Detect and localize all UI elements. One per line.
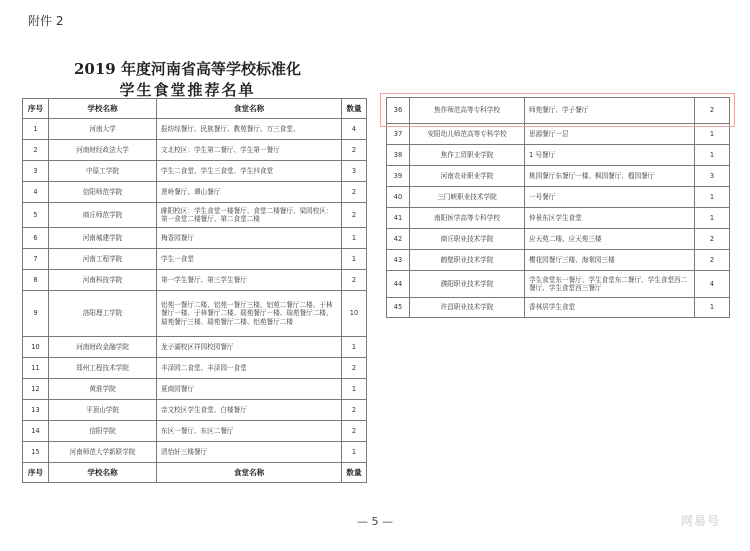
school-name: 平顶山学院: [49, 400, 157, 421]
canteen-name: 应天苑二楼、应天苑三楼: [525, 229, 695, 250]
canteen-name: 学生食堂东一餐厅、学生食堂东二餐厅、学生食堂西二餐厅、学生食堂西三餐厅: [525, 271, 695, 298]
canteen-name: 学生一食堂: [157, 249, 342, 270]
school-name: 郑州工程技术学院: [49, 358, 157, 379]
school-name: 河南城建学院: [49, 228, 157, 249]
canteen-count: 2: [342, 421, 367, 442]
table-footer-row: [23, 463, 367, 483]
school-name: 焦作师范高等专科学校: [410, 98, 525, 124]
canteen-count: 1: [342, 379, 367, 400]
school-name: 中原工学院: [49, 161, 157, 182]
school-name: 河南师范大学新联学院: [49, 442, 157, 463]
left-table-row: [23, 358, 367, 379]
canteen-count: 1: [695, 208, 730, 229]
row-number: 5: [23, 203, 49, 228]
right-table-row: [387, 229, 730, 250]
row-number: 44: [387, 271, 410, 298]
canteen-count: 1: [695, 187, 730, 208]
left-table-row: [23, 140, 367, 161]
row-number: 38: [387, 145, 410, 166]
left-table-row: [23, 400, 367, 421]
canteen-count: 1: [342, 228, 367, 249]
school-name: 黄淮学院: [49, 379, 157, 400]
right-table-row: [387, 271, 730, 298]
school-name: 三门峡职业技术学院: [410, 187, 525, 208]
row-number: 45: [387, 298, 410, 318]
row-number: 40: [387, 187, 410, 208]
row-number: 6: [23, 228, 49, 249]
school-name: 安阳幼儿师范高等专科学校: [410, 124, 525, 145]
right-canteen-table: [386, 97, 730, 318]
row-number: 36: [387, 98, 410, 124]
left-canteen-table: [22, 98, 367, 483]
canteen-count: 2: [342, 270, 367, 291]
canteen-count: 1: [342, 249, 367, 270]
watermark-logo: 网易号: [680, 514, 720, 528]
canteen-count: 4: [342, 119, 367, 140]
left-table-row: [23, 291, 367, 337]
canteen-count: 2: [695, 250, 730, 271]
row-number: 9: [23, 291, 49, 337]
canteen-name: 贤岭餐厅、谭山餐厅: [157, 182, 342, 203]
document-subtitle: 学生食堂推荐名单: [119, 81, 256, 99]
canteen-name: 1 号餐厅: [525, 145, 695, 166]
canteen-count: 2: [342, 203, 367, 228]
right-table-row: [387, 208, 730, 229]
school-name: 商丘师范学院: [49, 203, 157, 228]
canteen-count: 1: [695, 124, 730, 145]
school-name: 商丘职业技术学院: [410, 229, 525, 250]
row-number: 11: [23, 358, 49, 379]
canteen-count: 4: [695, 271, 730, 298]
row-number: 13: [23, 400, 49, 421]
row-number: 7: [23, 249, 49, 270]
canteen-count: 3: [695, 166, 730, 187]
footer-canteen: 食堂名称: [157, 463, 342, 483]
canteen-count: 10: [342, 291, 367, 337]
canteen-name: 夏商园餐厅: [157, 379, 342, 400]
left-table-row: [23, 203, 367, 228]
left-table-row: [23, 421, 367, 442]
canteen-count: 2: [342, 182, 367, 203]
school-name: 焦作工贸职业学院: [410, 145, 525, 166]
canteen-name: 仲景东区学生食堂: [525, 208, 695, 229]
right-table-row: [387, 250, 730, 271]
footer-no: 序号: [23, 463, 49, 483]
school-name: 信阳师范学院: [49, 182, 157, 203]
canteen-name: 学生二食堂、学生三食堂、学生四食堂: [157, 161, 342, 182]
canteen-name: 梅香园餐厅: [157, 228, 342, 249]
row-number: 15: [23, 442, 49, 463]
school-name: 洛阳理工学院: [49, 291, 157, 337]
canteen-name: 一号餐厅: [525, 187, 695, 208]
canteen-count: 2: [695, 229, 730, 250]
row-number: 42: [387, 229, 410, 250]
canteen-count: 1: [342, 442, 367, 463]
left-table-row: [23, 182, 367, 203]
left-table-row: [23, 337, 367, 358]
canteen-count: 1: [342, 337, 367, 358]
school-name: 河南大学: [49, 119, 157, 140]
right-table-row: [387, 166, 730, 187]
canteen-name: 丰泽园二食堂、丰泽园一食堂: [157, 358, 342, 379]
canteen-name: 清怡轩三楼餐厅: [157, 442, 342, 463]
school-name: 河南财经政法大学: [49, 140, 157, 161]
footer-school: 学校名称: [49, 463, 157, 483]
canteen-count: 2: [342, 400, 367, 421]
school-name: 信阳学院: [49, 421, 157, 442]
footer-count: 数量: [342, 463, 367, 483]
school-name: 鹤壁职业技术学院: [410, 250, 525, 271]
right-table-row: [387, 145, 730, 166]
row-number: 2: [23, 140, 49, 161]
left-table-row: [23, 379, 367, 400]
canteen-name: 师苑餐厅、学子餐厅: [525, 98, 695, 124]
row-number: 1: [23, 119, 49, 140]
left-table-row: [23, 270, 367, 291]
header-canteen: 食堂名称: [157, 99, 342, 119]
left-table-row: [23, 119, 367, 140]
canteen-name: 文北校区：学生第二餐厅、学生第一餐厅: [157, 140, 342, 161]
header-no: 序号: [23, 99, 49, 119]
left-table-row: [23, 442, 367, 463]
canteen-name: 东区一餐厅、东区二餐厅: [157, 421, 342, 442]
left-table-row: [23, 228, 367, 249]
header-school: 学校名称: [49, 99, 157, 119]
canteen-count: 2: [342, 358, 367, 379]
canteen-name: 樱花园餐厅三楼、海棠园三楼: [525, 250, 695, 271]
canteen-count: 1: [695, 145, 730, 166]
canteen-count: 1: [695, 298, 730, 318]
table-header-row: [23, 99, 367, 119]
school-name: 河南科技学院: [49, 270, 157, 291]
school-name: 南阳医学高等专科学校: [410, 208, 525, 229]
page-number: — 5 —: [357, 515, 393, 528]
header-count: 数量: [342, 99, 367, 119]
canteen-name: 铝苑一餐厅二楼、铝苑一餐厅三楼、铝苑二餐厅二楼、于林餐厅一楼、于林餐厅二楼、瑞苑餐厅一楼、瑞苑餐厅二楼、瑞苑餐厅三楼、瑞苑餐厅二楼、铝苑餐厅二楼: [157, 291, 342, 337]
school-name: 濮阳职业技术学院: [410, 271, 525, 298]
document-title: 2019 年度河南省高等学校标准化: [74, 60, 301, 78]
left-table-row: [23, 161, 367, 182]
right-table-row: [387, 187, 730, 208]
row-number: 39: [387, 166, 410, 187]
school-name: 河南农业职业学院: [410, 166, 525, 187]
right-table-row: [387, 298, 730, 318]
attachment-label: 附件 2: [28, 14, 64, 28]
row-number: 41: [387, 208, 410, 229]
school-name: 河南财政金融学院: [49, 337, 157, 358]
canteen-name: 睢阳校区：学生食堂一楼餐厅、食堂二楼餐厅、梁园校区：第一食堂二楼餐厅、第二食堂二楼: [157, 203, 342, 228]
canteen-name: 报纺综餐厅、民族餐厅、教苑餐厅、万三食堂、: [157, 119, 342, 140]
left-table-row: [23, 249, 367, 270]
canteen-name: 亲文校区学生食堂、白楼餐厅: [157, 400, 342, 421]
canteen-count: 2: [342, 140, 367, 161]
canteen-name: 思源餐厅一层: [525, 124, 695, 145]
row-number: 43: [387, 250, 410, 271]
row-number: 12: [23, 379, 49, 400]
canteen-count: 2: [695, 98, 730, 124]
canteen-name: 香林居学生食堂: [525, 298, 695, 318]
row-number: 10: [23, 337, 49, 358]
school-name: 许昌职业技术学院: [410, 298, 525, 318]
canteen-name: 第一学生餐厅、第三学生餐厅: [157, 270, 342, 291]
highlight-box: [380, 93, 735, 127]
row-number: 3: [23, 161, 49, 182]
canteen-name: 龙子湖校区祥园校园餐厅: [157, 337, 342, 358]
row-number: 37: [387, 124, 410, 145]
row-number: 8: [23, 270, 49, 291]
canteen-count: 3: [342, 161, 367, 182]
canteen-name: 桃园餐厅东餐厅一楼、枫园餐厅、榴园餐厅: [525, 166, 695, 187]
row-number: 14: [23, 421, 49, 442]
row-number: 4: [23, 182, 49, 203]
school-name: 河南工程学院: [49, 249, 157, 270]
